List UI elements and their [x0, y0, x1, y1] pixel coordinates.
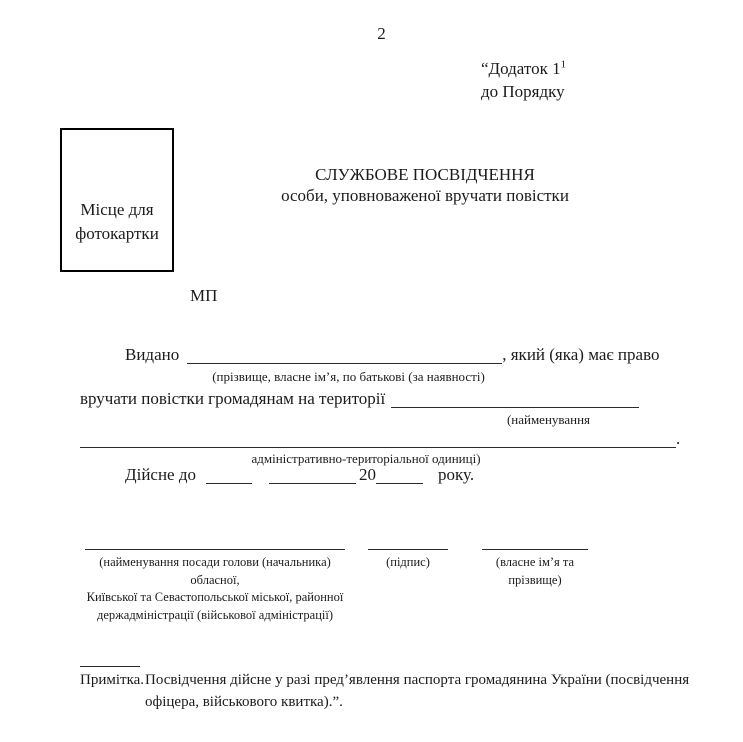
position-caption-line-1: (найменування посади голови (начальника) обласної,	[99, 555, 331, 587]
valid-month-field	[269, 469, 356, 484]
valid-suffix: року.	[438, 465, 475, 484]
footnote-line-2: офіцера, військового квитка).”.	[145, 694, 343, 710]
footnote-label: Примітка.	[80, 672, 145, 688]
issued-suffix: , який (яка) має право	[502, 345, 660, 364]
signature-line-sign	[368, 549, 448, 550]
name-caption-line-1: (власне ім’я та	[495, 555, 575, 569]
footnote-rule	[80, 666, 140, 667]
valid-year-field	[376, 469, 423, 484]
photo-placeholder-label: Місце для фотокартки	[75, 200, 159, 243]
valid-day-field	[206, 469, 252, 484]
name-surname-caption	[478, 554, 592, 589]
appendix-note	[481, 57, 566, 103]
signature-line-position	[85, 549, 345, 550]
page-number: 2	[377, 24, 386, 43]
territory-line	[80, 389, 639, 409]
unit-caption: адміністративно-територіальної одиниці)	[251, 451, 481, 466]
valid-label: Дійсне до	[125, 465, 197, 484]
position-caption-line-2: Київської та Севастопольської міської, районної	[86, 590, 344, 604]
appendix-superscript: 1	[560, 58, 567, 71]
signature-caption: (підпис)	[386, 555, 430, 569]
document-title-block	[230, 164, 620, 206]
stamp-placeholder: МП	[190, 286, 218, 305]
issued-blank-field	[187, 349, 502, 364]
issued-caption: (прізвище, власне ім’я, по батькові (за наявності)	[212, 369, 485, 384]
signature-line-name	[482, 549, 588, 550]
valid-century: 20	[359, 465, 377, 484]
position-caption-line-3: держадміністрації (військової адміністрації)	[96, 607, 333, 622]
unit-line-period: .	[676, 429, 681, 448]
unit-line	[80, 429, 680, 449]
name-caption-line-2: прізвище)	[508, 572, 562, 587]
issued-label: Видано	[125, 345, 180, 364]
appendix-line-2: до Порядку	[481, 82, 565, 101]
footnote-line-1: Посвідчення дійсне у разі пред’явлення паспорта громадянина України (посвідчення	[145, 672, 690, 688]
territory-caption: (найменування	[506, 412, 591, 427]
document-title: СЛУЖБОВЕ ПОСВІДЧЕННЯ	[315, 165, 535, 184]
document-subtitle: особи, уповноваженої вручати повістки	[281, 186, 569, 205]
photo-placeholder-box	[60, 128, 174, 272]
appendix-line-1: “Додаток $1^1$	[481, 58, 567, 78]
territory-label: вручати повістки громадянам на території	[80, 389, 386, 408]
position-caption	[75, 554, 355, 624]
unit-blank-field	[80, 433, 676, 448]
validity-line	[125, 465, 474, 485]
territory-blank-field	[391, 393, 639, 408]
issued-line	[125, 345, 659, 365]
